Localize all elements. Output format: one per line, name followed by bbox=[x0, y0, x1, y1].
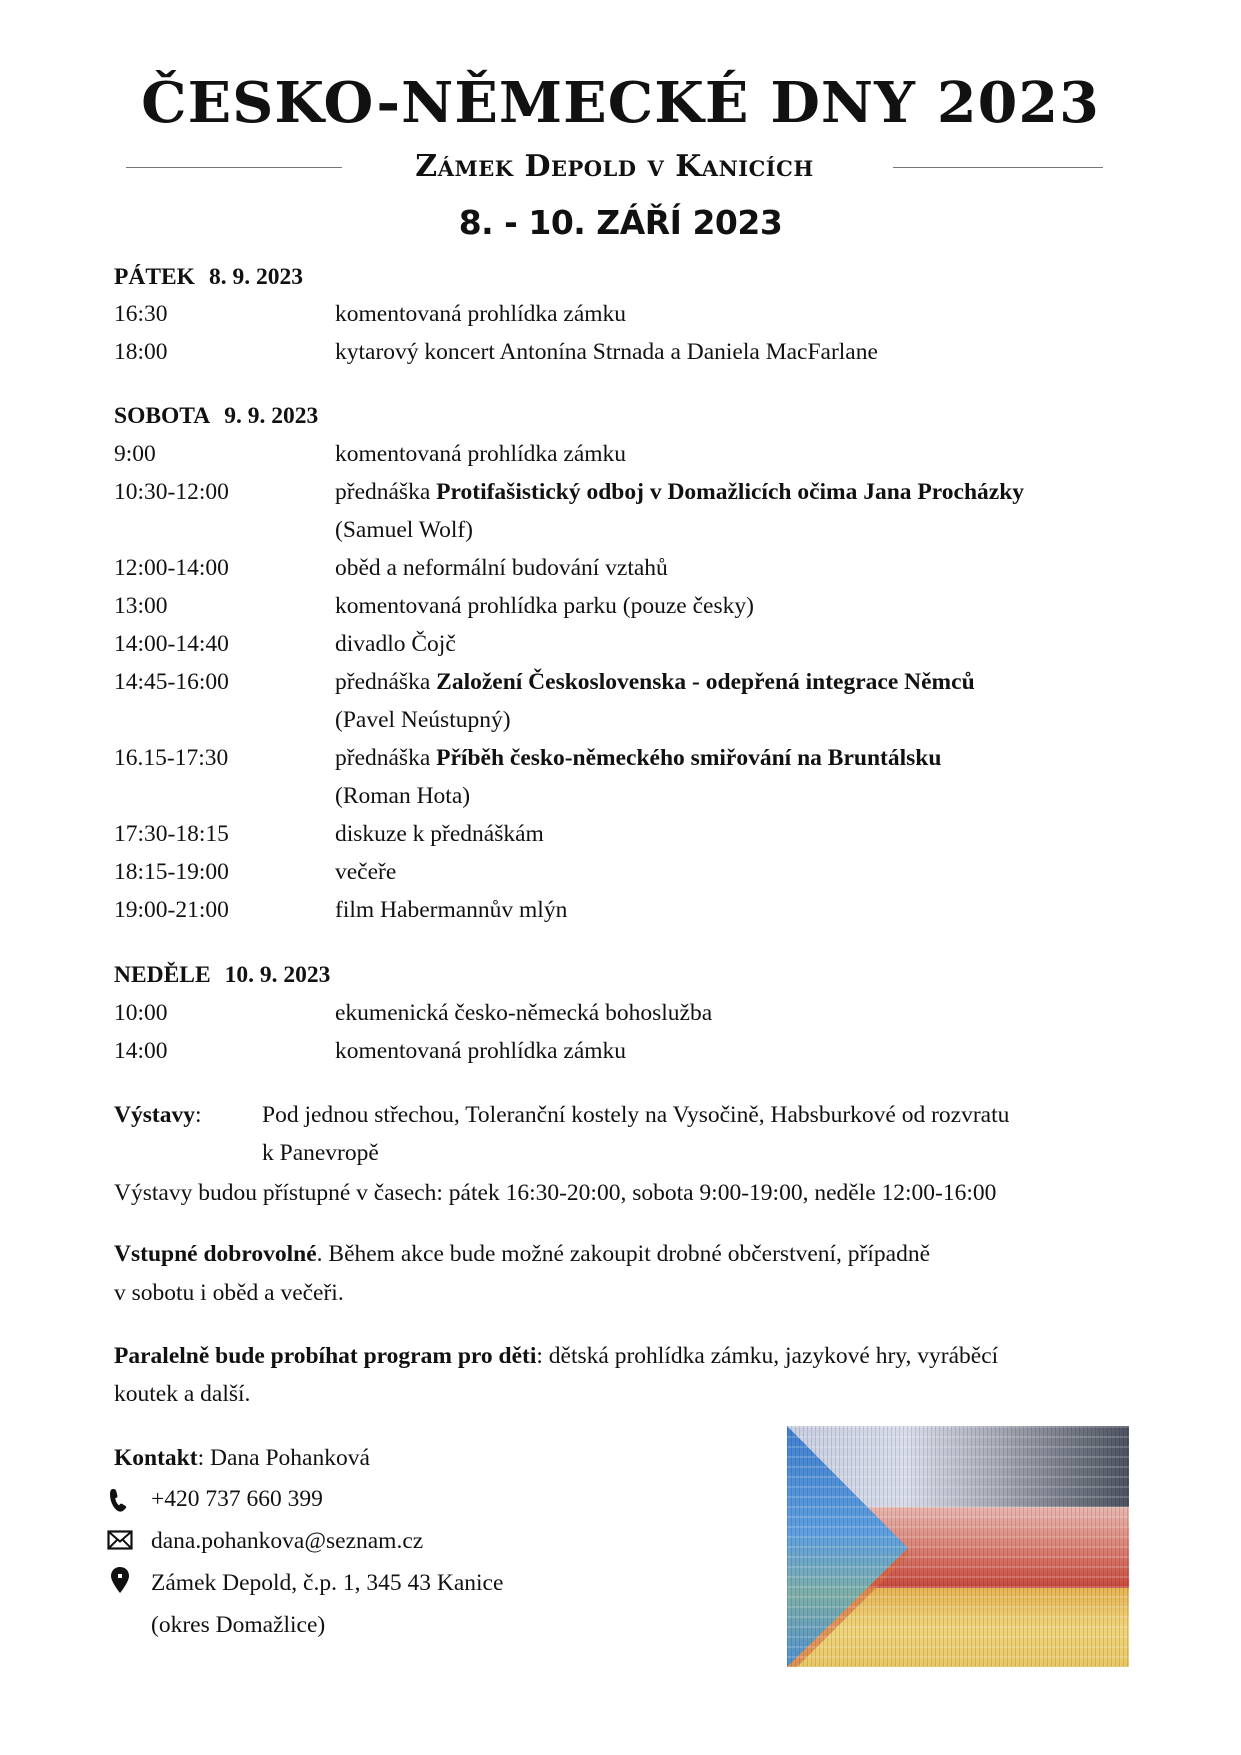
flag-brush-texture bbox=[787, 1426, 1129, 1667]
contact-heading bbox=[114, 1443, 370, 1473]
envelope-icon bbox=[107, 1527, 133, 1555]
event-description: komentovaná prohlídka zámku bbox=[335, 441, 627, 467]
event-description: komentovaná prohlídka zámku bbox=[335, 301, 627, 327]
contact-label: Kontakt bbox=[114, 1445, 198, 1471]
lecture-speaker: (Roman Hota) bbox=[335, 783, 471, 809]
exhibitions-list-cont: k Panevropě bbox=[262, 1140, 379, 1166]
event-time: 10:00 bbox=[114, 1000, 168, 1026]
event-dates: 8. - 10. ZÁŘÍ 2023 bbox=[458, 203, 783, 242]
event-time: 13:00 bbox=[114, 593, 168, 619]
day-date: 8. 9. 2023 bbox=[208, 264, 303, 290]
event-prefix: přednáška bbox=[335, 745, 437, 771]
event-description: komentovaná prohlídka parku (pouze česky) bbox=[335, 593, 754, 619]
event-time: 19:00-21:00 bbox=[114, 897, 229, 923]
lecture-title: Protifašistický odboj v Domažlicích očima Jana Procházky bbox=[436, 479, 1025, 505]
event-description: oběd a neformální budování vztahů bbox=[335, 555, 668, 581]
day-date: 9. 9. 2023 bbox=[224, 403, 319, 429]
admission-bold: Vstupné dobrovolné bbox=[114, 1241, 317, 1267]
event-prefix: přednáška bbox=[335, 479, 437, 505]
event-prefix: přednáška bbox=[335, 669, 437, 695]
divider-right bbox=[893, 167, 1103, 168]
event-time: 12:00-14:00 bbox=[114, 555, 229, 581]
event-description: večeře bbox=[335, 859, 397, 885]
contact-phone[interactable]: +420 737 660 399 bbox=[151, 1486, 323, 1512]
exhibitions-label bbox=[114, 1100, 201, 1130]
contact-address: Zámek Depold, č.p. 1, 345 43 Kanice bbox=[151, 1570, 504, 1596]
lecture-speaker: (Samuel Wolf) bbox=[335, 517, 473, 543]
day-name: SOBOTA bbox=[114, 403, 211, 429]
event-time: 14:00-14:40 bbox=[114, 631, 229, 657]
day-heading-friday bbox=[114, 262, 303, 292]
admission-note bbox=[114, 1239, 930, 1269]
czech-german-flag-artwork bbox=[787, 1426, 1129, 1667]
event-time: 18:00 bbox=[114, 339, 168, 365]
subtitle-block bbox=[126, 148, 1103, 186]
event-description: diskuze k přednáškám bbox=[335, 821, 544, 847]
event-time: 10:30-12:00 bbox=[114, 479, 229, 505]
day-date: 10. 9. 2023 bbox=[224, 962, 331, 988]
day-name: NEDĚLE bbox=[114, 962, 211, 988]
exhibitions-list: Pod jednou střechou, Toleranční kostely na Vysočině, Habsburkové od rozvratu bbox=[262, 1102, 1010, 1128]
event-time: 14:45-16:00 bbox=[114, 669, 229, 695]
event-description: kytarový koncert Antonína Strnada a Daniela MacFarlane bbox=[335, 339, 878, 365]
lecture-speaker: (Pavel Neústupný) bbox=[335, 707, 511, 733]
page-title: ČESKO-NĚMECKÉ DNY 2023 bbox=[141, 70, 1100, 136]
exhibitions-hours: Výstavy budou přístupné v časech: pátek 16:30-20:00, sobota 9:00-19:00, neděle 12:00-16:00 bbox=[114, 1180, 997, 1206]
contact-email[interactable]: dana.pohankova@seznam.cz bbox=[151, 1528, 424, 1554]
kids-program-note bbox=[114, 1341, 998, 1371]
kids-program-rest: : dětská prohlídka zámku, jazykové hry, vyráběcí bbox=[536, 1343, 999, 1369]
event-time: 16:30 bbox=[114, 301, 168, 327]
lecture-description bbox=[335, 477, 1024, 507]
event-time: 17:30-18:15 bbox=[114, 821, 229, 847]
kids-program-note-cont: koutek a další. bbox=[114, 1381, 251, 1407]
contact-district: (okres Domažlice) bbox=[151, 1612, 326, 1638]
day-name: PÁTEK bbox=[114, 264, 195, 290]
admission-rest: . Během akce bude možné zakoupit drobné občerstvení, případně bbox=[316, 1241, 931, 1267]
event-description: komentovaná prohlídka zámku bbox=[335, 1038, 627, 1064]
venue-subtitle: Zámek Depold v Kanicích bbox=[415, 149, 814, 184]
phone-icon bbox=[107, 1486, 133, 1514]
event-time: 14:00 bbox=[114, 1038, 168, 1064]
lecture-description bbox=[335, 743, 941, 773]
kids-program-bold: Paralelně bude probíhat program pro děti bbox=[114, 1343, 537, 1369]
event-time: 18:15-19:00 bbox=[114, 859, 229, 885]
admission-note-cont: v sobotu i oběd a večeři. bbox=[114, 1280, 344, 1306]
contact-name: : Dana Pohanková bbox=[197, 1445, 370, 1471]
day-heading-sunday bbox=[114, 960, 330, 990]
lecture-description bbox=[335, 667, 975, 697]
map-pin-icon bbox=[107, 1566, 133, 1594]
event-time: 16.15-17:30 bbox=[114, 745, 229, 771]
event-description: film Habermannův mlýn bbox=[335, 897, 568, 923]
exhibitions-label-text: Výstavy bbox=[114, 1102, 195, 1128]
exhibitions-colon: : bbox=[194, 1102, 202, 1128]
lecture-title: Založení Československa - odepřená integrace Němců bbox=[436, 669, 975, 695]
event-description: divadlo Čojč bbox=[335, 631, 456, 657]
day-heading-saturday bbox=[114, 401, 318, 431]
event-description: ekumenická česko-německá bohoslužba bbox=[335, 1000, 713, 1026]
event-time: 9:00 bbox=[114, 441, 156, 467]
lecture-title: Příběh česko-německého smiřování na Bruntálsku bbox=[436, 745, 942, 771]
